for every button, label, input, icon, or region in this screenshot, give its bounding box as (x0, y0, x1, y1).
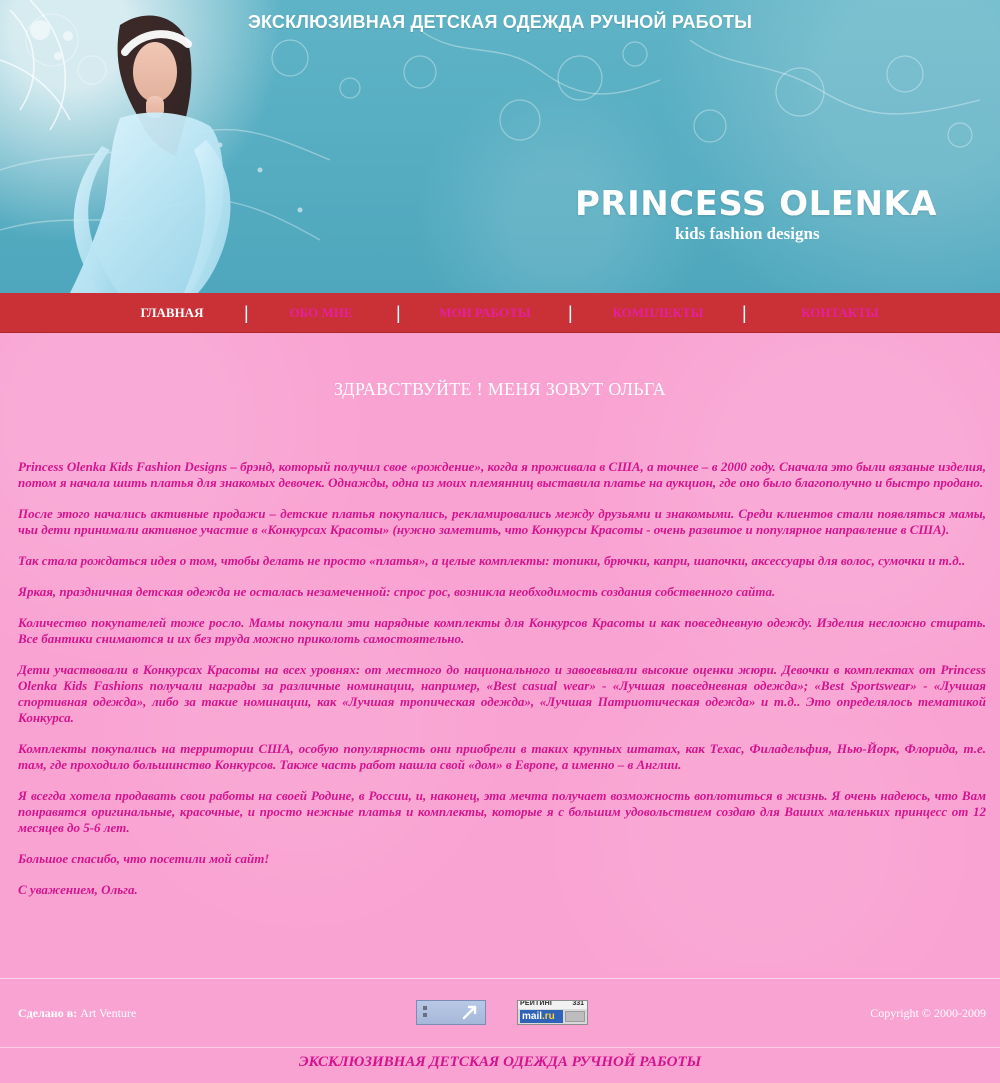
header-top-title: ЭКСКЛЮЗИВНАЯ ДЕТСКАЯ ОДЕЖДА РУЧНОЙ РАБОТЫ (247, 12, 753, 32)
arrow-up-right-icon (461, 1005, 479, 1021)
paragraph: Большое спасибо, что посетили мой сайт! (18, 851, 270, 866)
mailru-logo (520, 1010, 563, 1023)
mailru-logo-suffix: .ru (542, 1011, 555, 1022)
mailru-rating-counter[interactable] (517, 1000, 588, 1025)
floral-decoration-icon (0, 0, 1000, 293)
counter-mini-box-icon (565, 1011, 585, 1022)
counter-dot-icon (423, 1006, 427, 1010)
paragraph: Дети участвовали в Конкурсах Красоты на всех уровнях: от местного до национального и завоевывали высокие оценки жюри. Девочки в комплектах от Princess Olenka Kids Fashions получали награды за различные номинации, например, «Best casual wear» - «Лучшая повседневная одежда»; «Best Sportswear» - «Лучшая спортивная одежда», либо за такие номинации, как «Лучшая тропическая одежда», «Лучшая Патриотическая одежда» и т.д.. Это определялось тематикой Конкурса. (18, 662, 986, 725)
footer-divider-bottom (0, 1047, 1000, 1048)
nav-item-about[interactable]: ОБО МНЕ (289, 305, 353, 320)
nav-item-home[interactable]: ГЛАВНАЯ (140, 305, 204, 320)
nav-item-contacts[interactable]: КОНТАКТЫ (801, 305, 879, 320)
header-banner (0, 0, 1000, 293)
brand-tagline: kids fashion designs (675, 224, 820, 243)
mailru-logo-main: mail (522, 1011, 543, 1022)
nav-separator: | (568, 303, 573, 323)
about-text (18, 459, 986, 913)
footer (0, 979, 1000, 1047)
paragraph: Количество покупателей тоже росло. Мамы покупали эти нарядные комплекты для Конкурсов Красоты и как повседневную одежду. Изделия несложно стирать. Все бантики снимаются и их без труда можно приколоть самостоятельно. (18, 615, 986, 646)
paragraph: Princess Olenka Kids Fashion Designs – брэнд, который получил свое «рождение», когда я проживала в США, а точнее – в 2000 году. Сначала это были вязаные изделия, потом я начала шить платья для знакомых девочек. Однажды, одна из моих племянниц выставила платье на аукцион, где оно было благополучно и быстро продано. (18, 459, 986, 490)
made-by (18, 1006, 136, 1021)
paragraph: Яркая, праздничная детская одежда не осталась незамеченной: спрос рос, возникла необходимость создания собственного сайта. (18, 584, 776, 599)
main-navigation (0, 293, 1000, 333)
nav-separator: | (396, 303, 401, 323)
paragraph: Я всегда хотела продавать свои работы на своей Родине, в России, и, наконец, эта мечта получает возможность воплотиться в жизнь. Я очень надеюсь, что Вам понравятся оригинальные, красочные, и просто нежные платья и комплекты, которые я с большим удовольствием создаю для Ваших маленьких принцесс от 12 месяцев до 5-6 лет. (18, 788, 986, 835)
main-content (0, 333, 1000, 973)
counter-dot-icon (423, 1013, 427, 1017)
nav-item-sets[interactable]: КОМПЛЕКТЫ (612, 305, 704, 320)
paragraph: После этого начались активные продажи – детские платья покупались, рекламировались между друзьями и знакомыми. Среди клиентов стали появляться мамы, чьи дети принимали активное участие в «Конкурсах Красоты» (нужно заметить, что Конкурсы Красоты - очень развитое и популярное направление в США). (18, 506, 986, 537)
copyright: Copyright © 2000-2009 (870, 1006, 986, 1020)
nav-separator: | (742, 303, 747, 323)
made-by-link[interactable]: Art Venture (80, 1006, 137, 1020)
counter-badge[interactable] (416, 1000, 486, 1025)
greeting-title: ЗДРАВСТВУЙТЕ ! МЕНЯ ЗОВУТ ОЛЬГА (334, 379, 666, 399)
made-by-label: Сделано в: (18, 1006, 78, 1020)
counter-label: РЕЙТИНГ (520, 1000, 555, 1007)
nav-item-my-works[interactable]: МОИ РАБОТЫ (439, 305, 531, 320)
paragraph: С уважением, Ольга. (18, 882, 138, 897)
nav-separator: | (244, 303, 249, 323)
counter-value: 331 (572, 1000, 584, 1007)
paragraph: Так стала рождаться идея о том, чтобы делать не просто «платья», а целые комплекты: топики, брючки, капри, шапочки, аксессуары для волос, сумочки и т.д.. (18, 553, 966, 568)
paragraph: Комплекты покупались на территории США, особую популярность они приобрели в таких крупных штатах, как Техас, Филадельфия, Нью-Йорк, Флорида, т.е. там, где проходило большинство Конкурсов. Также часть работ нашла свой «дом» в Европе, а именно – в Англии. (18, 741, 986, 772)
brand-name: PRINCESS OLENKA (575, 184, 938, 224)
footer-bottom-title: ЭКСКЛЮЗИВНАЯ ДЕТСКАЯ ОДЕЖДА РУЧНОЙ РАБОТЫ (298, 1054, 702, 1070)
